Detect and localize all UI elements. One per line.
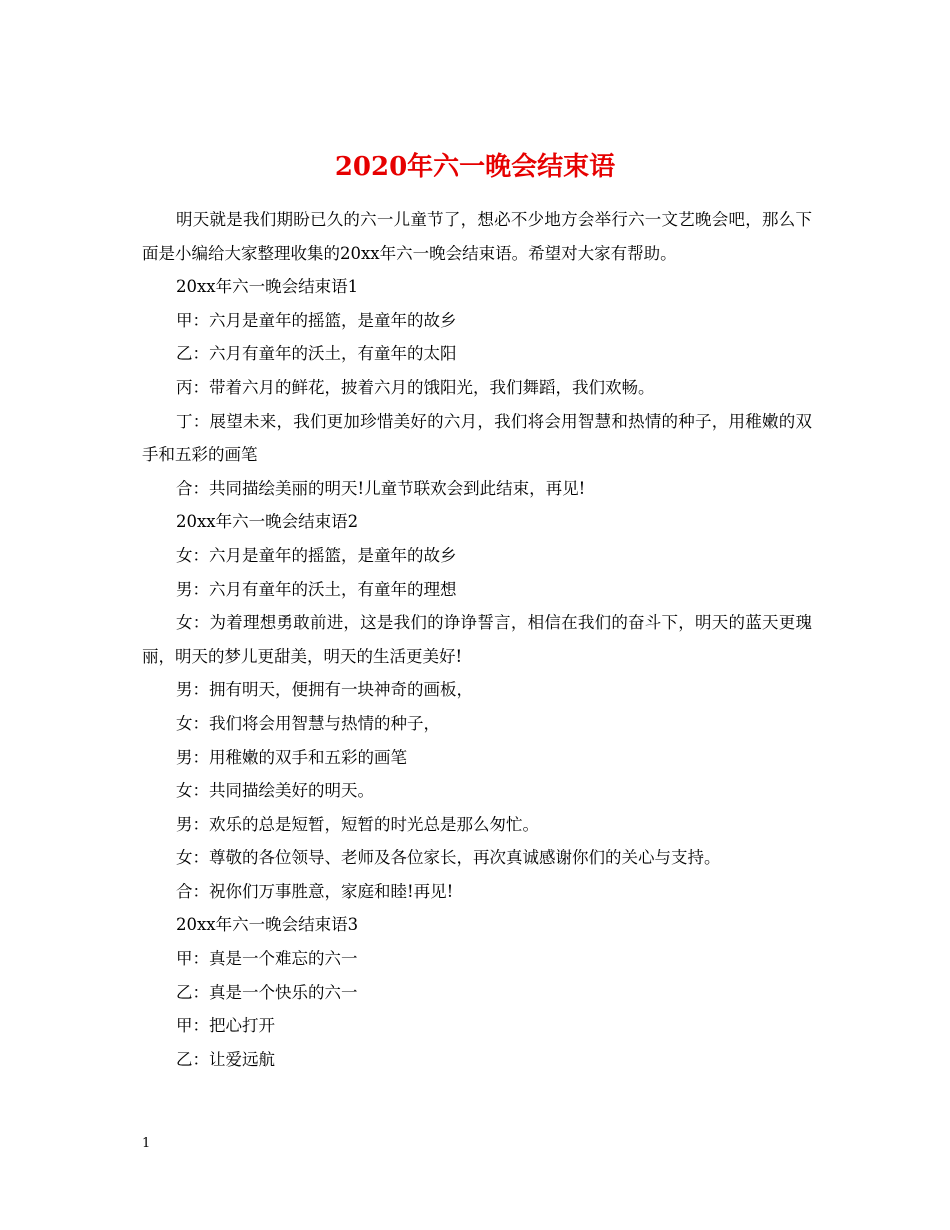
intro-paragraph: 明天就是我们期盼已久的六一儿童节了，想必不少地方会举行六一文艺晚会吧，那么下面是小编给大家整理收集的20xx年六一晚会结束语。希望对大家有帮助。	[142, 210, 812, 263]
dialogue-line: 乙：真是一个快乐的六一	[176, 982, 358, 1002]
section-heading-2: 20xx年六一晚会结束语2	[176, 512, 359, 532]
document-title: 2020年六一晚会结束语	[334, 152, 616, 183]
dialogue-line: 合：祝你们万事胜意，家庭和睦!再见!	[176, 881, 454, 901]
dialogue-line: 男：拥有明天，便拥有一块神奇的画板，	[176, 680, 473, 700]
dialogue-line: 男：六月有童年的沃土，有童年的理想	[176, 579, 457, 599]
dialogue-line: 女：共同描绘美好的明天。	[176, 781, 374, 801]
dialogue-line: 女：尊敬的各位领导、老师及各位家长，再次真诚感谢你们的关心与支持。	[176, 848, 721, 868]
dialogue-line: 男：用稚嫩的双手和五彩的画笔	[176, 747, 407, 767]
dialogue-line: 女：为着理想勇敢前进，这是我们的诤诤誓言，相信在我们的奋斗下，明天的蓝天更瑰丽，明天的梦儿更甜美，明天的生活更美好!	[142, 613, 812, 666]
dialogue-line: 合：共同描绘美丽的明天!儿童节联欢会到此结束，再见!	[176, 478, 586, 498]
section-heading-1: 20xx年六一晚会结束语1	[176, 277, 359, 297]
dialogue-line: 丁：展望未来，我们更加珍惜美好的六月，我们将会用智慧和热情的种子，用稚嫩的双手和五彩的画笔	[142, 411, 812, 465]
dialogue-line: 乙：让爱远航	[176, 1049, 275, 1069]
dialogue-line: 甲：真是一个难忘的六一	[176, 949, 358, 969]
dialogue-line: 甲：把心打开	[176, 1016, 275, 1036]
dialogue-line: 甲：六月是童年的摇篮，是童年的故乡	[176, 310, 457, 330]
document-body	[142, 203, 812, 1076]
dialogue-line: 女：我们将会用智慧与热情的种子，	[176, 713, 440, 733]
section-heading-3: 20xx年六一晚会结束语3	[176, 915, 359, 935]
dialogue-line: 男：欢乐的总是短暂，短暂的时光总是那么匆忙。	[176, 814, 539, 834]
dialogue-line: 丙：带着六月的鲜花，披着六月的饿阳光，我们舞蹈，我们欢畅。	[176, 377, 655, 397]
page-number: 1	[142, 1136, 151, 1151]
dialogue-line: 女：六月是童年的摇篮，是童年的故乡	[176, 545, 457, 565]
dialogue-line: 乙：六月有童年的沃土，有童年的太阳	[176, 344, 457, 364]
